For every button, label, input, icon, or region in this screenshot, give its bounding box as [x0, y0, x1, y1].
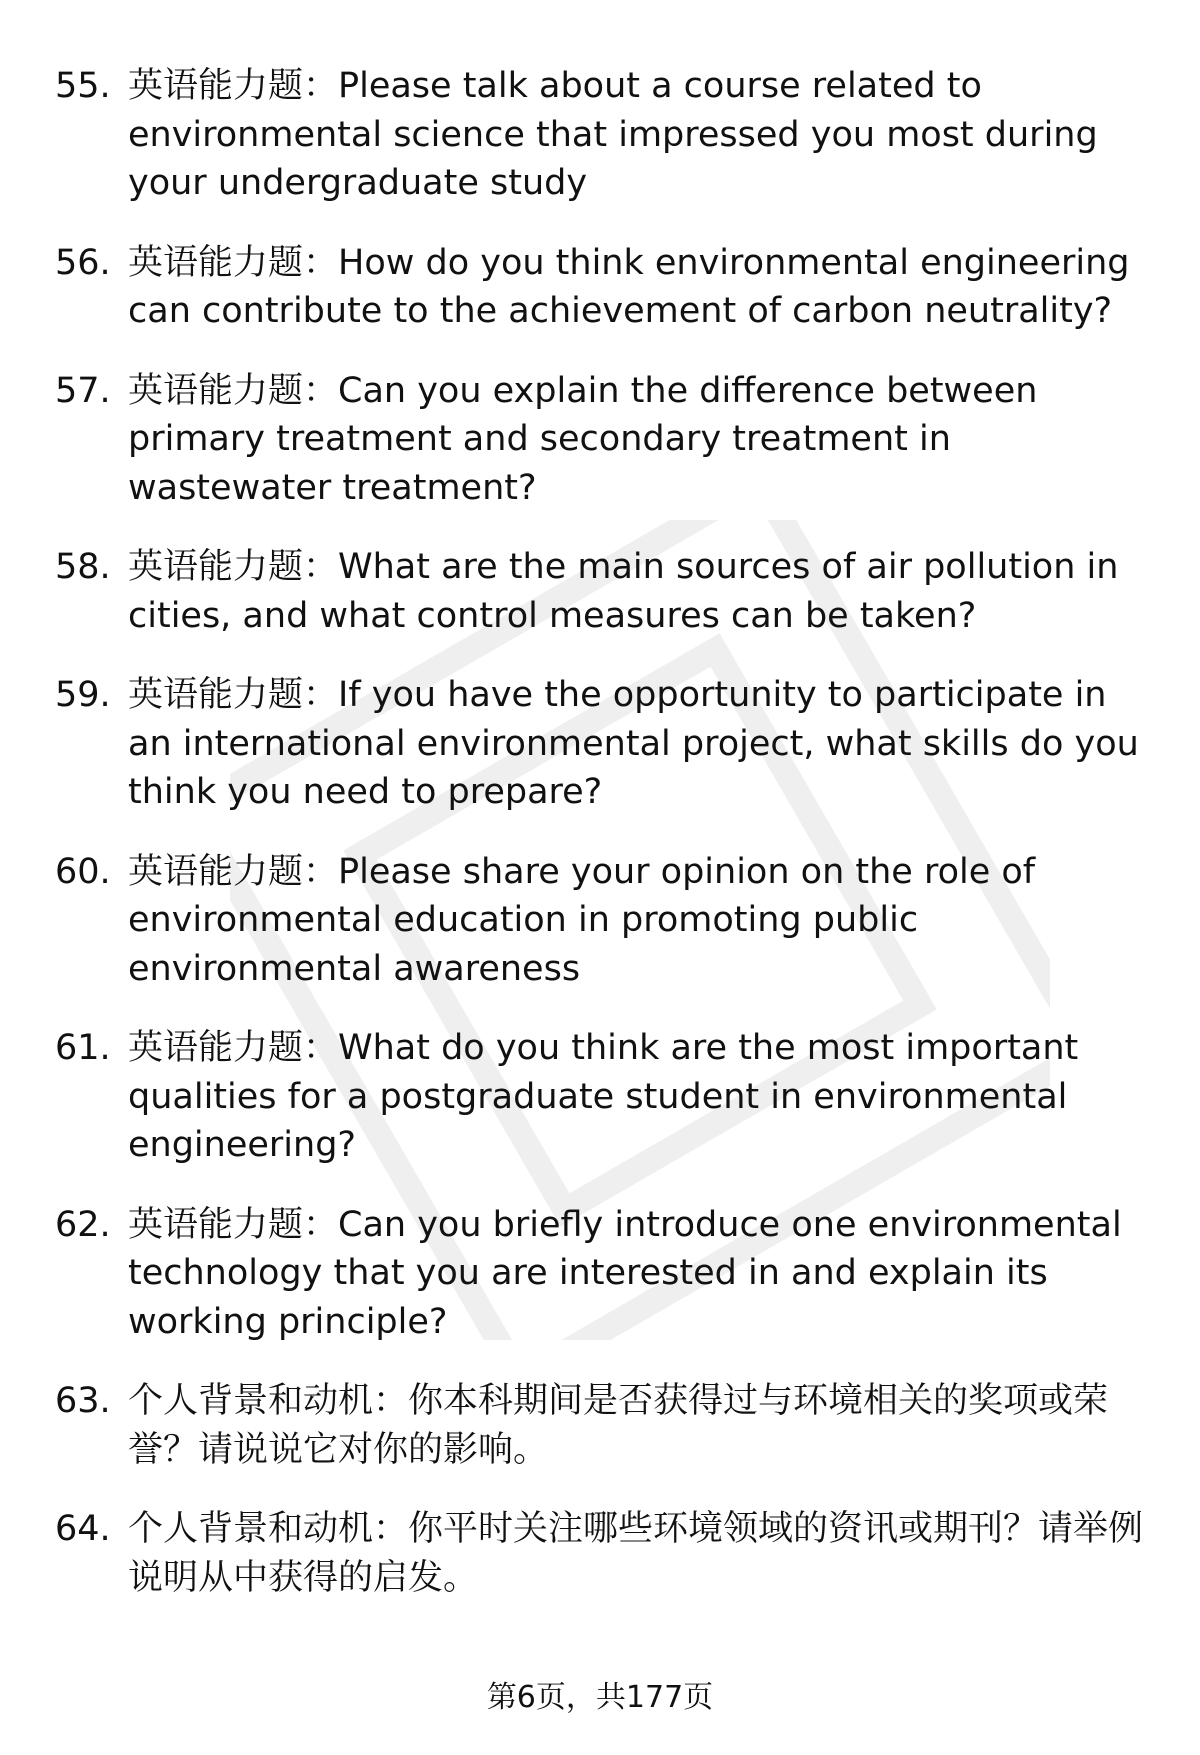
- question-number: 55.: [55, 66, 111, 106]
- question-item: [55, 1377, 1155, 1474]
- question-text: 个人背景和动机：你平时关注哪些环境领域的资讯或期刊？请举例说明从中获得的启发。: [128, 1509, 1144, 1598]
- question-item: [55, 62, 1155, 208]
- question-text: 英语能力题：What are the main sources of air pollution in cities, and what control measures can be taken?: [128, 547, 1119, 636]
- question-text: 英语能力题：Please share your opinion on the role of environmental education in promoting public environmental awareness: [128, 851, 1036, 989]
- question-list: [55, 62, 1155, 1602]
- question-number: 64.: [55, 1509, 111, 1549]
- question-number: 62.: [55, 1204, 111, 1245]
- question-number: 61.: [55, 1028, 111, 1068]
- question-item: [55, 367, 1155, 513]
- question-text: 英语能力题：If you have the opportunity to participate in an international environmental project, what skills do you think you need to prepare?: [128, 675, 1139, 812]
- question-item: [55, 1201, 1155, 1347]
- question-text: 英语能力题：What do you think are the most important qualities for a postgraduate student in environmental engineering?: [128, 1028, 1079, 1165]
- question-number: 58.: [55, 547, 111, 587]
- question-text: 英语能力题：Can you explain the difference between primary treatment and secondary treatment in wastewater treatment?: [128, 370, 1038, 508]
- question-number: 56.: [55, 242, 111, 283]
- question-item: [55, 848, 1155, 994]
- question-item: [55, 1505, 1155, 1602]
- question-number: 57.: [55, 370, 111, 411]
- question-text: 英语能力题：Please talk about a course related to environmental science that impressed you most during your undergraduate study: [128, 66, 1098, 203]
- question-item: [55, 239, 1155, 336]
- question-text: 英语能力题：Can you briefly introduce one environmental technology that you are interested in and explain its working principle?: [128, 1204, 1122, 1342]
- question-text: 个人背景和动机：你本科期间是否获得过与环境相关的奖项或荣誉？请说说它对你的影响。: [128, 1381, 1109, 1470]
- question-text: 英语能力题：How do you think environmental engineering can contribute to the achievement of carbon neutrality?: [128, 242, 1130, 331]
- question-number: 59.: [55, 675, 111, 715]
- question-item: [55, 543, 1155, 640]
- question-item: [55, 671, 1155, 817]
- question-number: 63.: [55, 1381, 111, 1421]
- question-number: 60.: [55, 851, 111, 892]
- page-footer: 第6页，共177页: [486, 1680, 714, 1715]
- question-item: [55, 1024, 1155, 1170]
